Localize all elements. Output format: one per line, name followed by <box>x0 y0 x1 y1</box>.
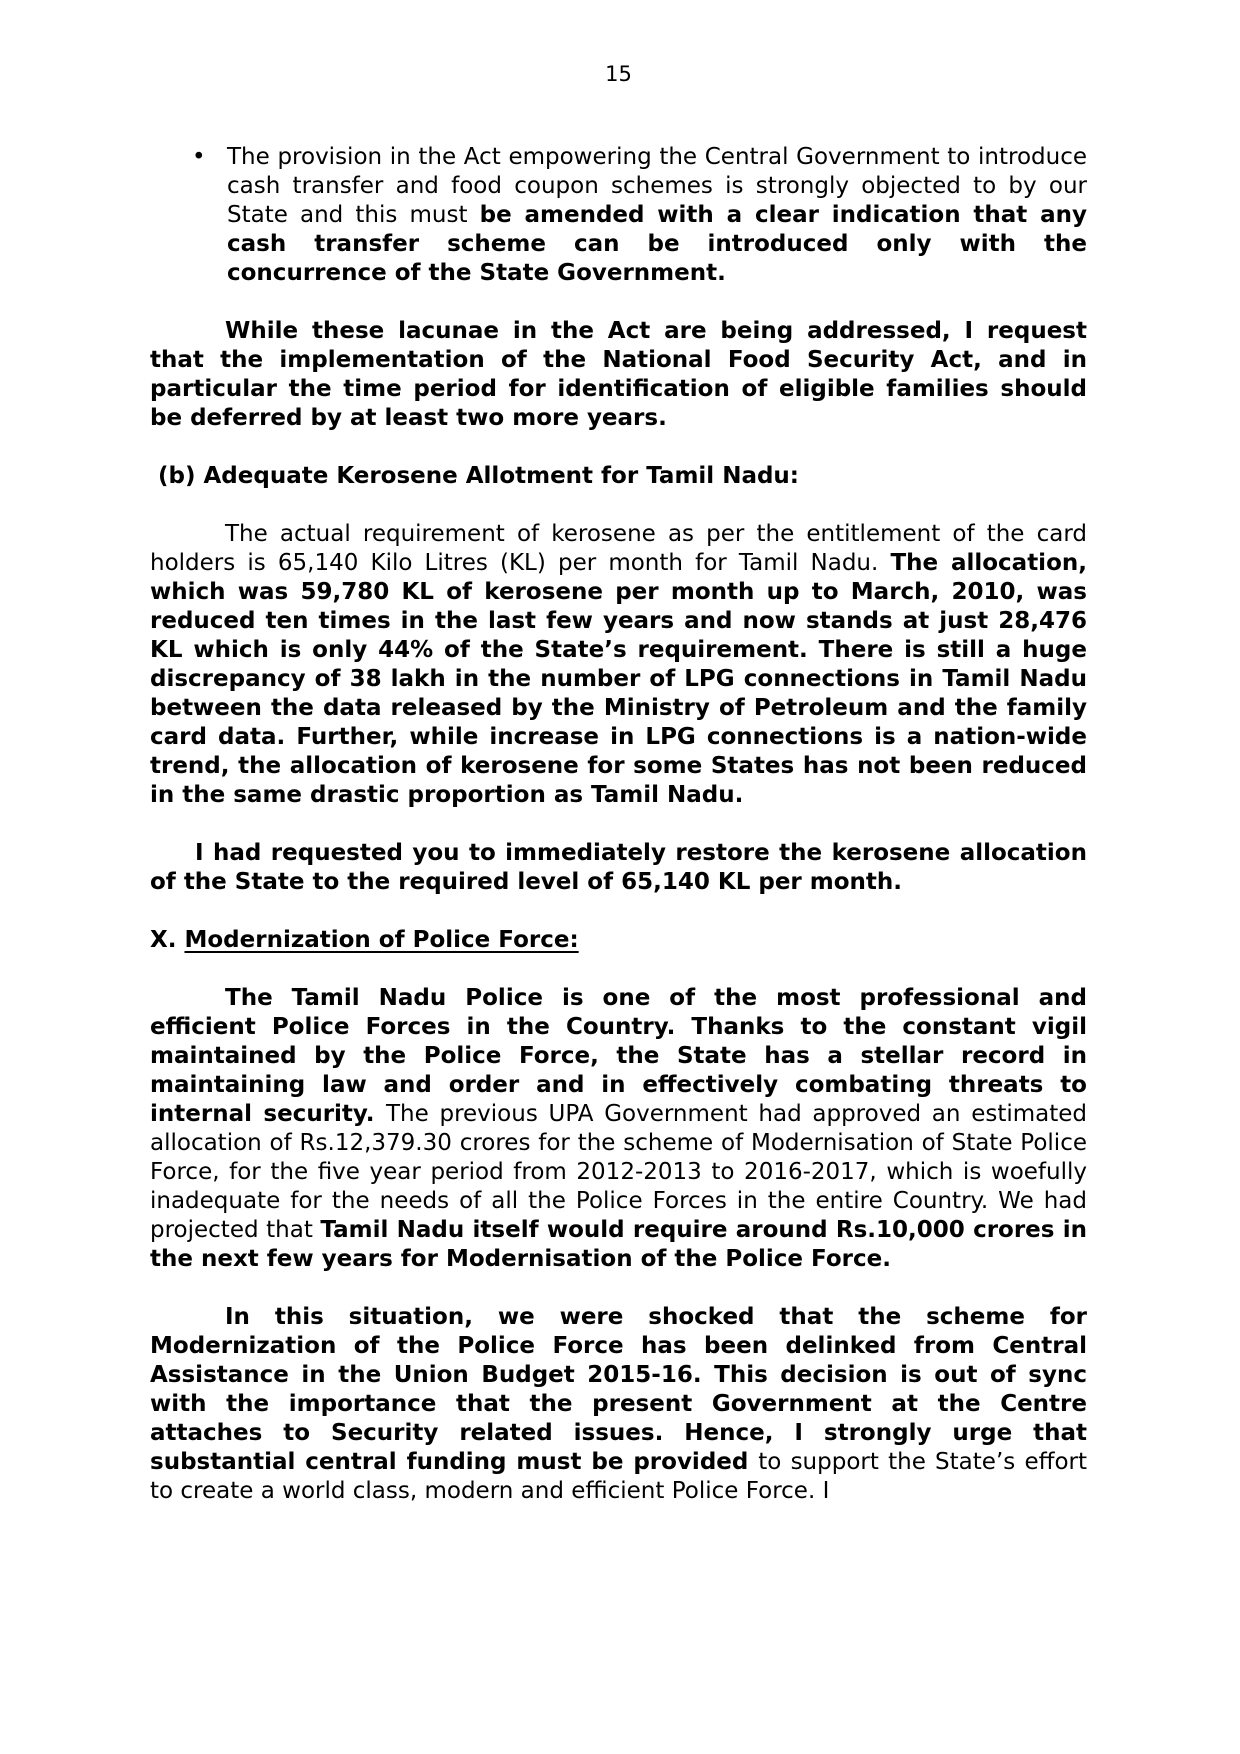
document-content <box>150 143 1087 1506</box>
heading-police-modernization <box>150 926 1087 955</box>
text-segment: The previous UPA Government had approved an estimated allocation of Rs.12,379.30 crores for the scheme of Modernisation of State Police Force, for the five year period from 2012-2013 to 2016-2017, which is woefully inadequate for the needs of all the Police Forces in the entire Country. We had projected that <box>150 1101 1088 1243</box>
para-nfsa-deferment <box>150 317 1087 433</box>
page-number: 15 <box>605 62 632 86</box>
para-kerosene-restore-request <box>150 839 1087 897</box>
text-segment: While these lacunae in the Act are being addressed, I request that the implementation of the National Food Security Act, and in particular the time period for identification of eligible families should be deferred by at least two more years. <box>150 318 1087 431</box>
bullet-item-cash-transfer <box>150 143 1087 288</box>
text-segment: I had requested you to immediately restore the kerosene allocation of the State to the required level of 65,140 KL per month. <box>150 840 1087 895</box>
text-segment: The actual requirement of kerosene as per the entitlement of the card holders is 65,140 Kilo Litres (KL) per month for Tamil Nadu. <box>150 521 1087 576</box>
text-segment: The Tamil Nadu Police is one of the most professional and efficient Police Forces in the Country. Thanks to the constant vigil maintained by the Police Force, the State has a stellar record in maintaining law and order and in effectively combating threats to internal security. <box>150 985 1087 1127</box>
bullet-icon: • <box>192 144 206 170</box>
para-police-delinking <box>150 1303 1087 1506</box>
text-segment: X. <box>150 927 185 953</box>
text-segment: In this situation, we were shocked that the scheme for Modernization of the Police Force has been delinked from Central Assistance in the Union Budget 2015-16. This decision is out of sync with the importance that the present Government at the Centre attaches to Security related issues. Hence, I strongly urge that substantial central funding must be provided <box>150 1304 1087 1475</box>
para-kerosene-requirement <box>150 520 1087 810</box>
text-segment: The provision in the Act empowering the Central Government to introduce cash transfer and food coupon schemes is strongly objected to by our State and this must <box>227 144 1087 228</box>
heading-kerosene-allotment <box>150 462 1087 491</box>
text-segment: (b) Adequate Kerosene Allotment for Tamil Nadu: <box>158 463 800 489</box>
text-segment: Tamil Nadu itself would require around Rs.10,000 crores in the next few years for Modernisation of the Police Force. <box>150 1217 1087 1272</box>
bullet-text <box>227 143 1087 288</box>
text-segment: be amended with a clear indication that any cash transfer scheme can be introduced only with the concurrence of the State Government. <box>227 202 1087 286</box>
para-police-modernization <box>150 984 1087 1274</box>
text-segment: to support the State’s effort to create a world class, modern and efficient Police Force. I <box>150 1449 1087 1504</box>
text-segment: Modernization of Police Force: <box>184 927 579 953</box>
text-segment: The allocation, which was 59,780 KL of kerosene per month up to March, 2010, was reduced ten times in the last few years and now stands at just 28,476 KL which is only 44% of the State’s requirement. There is still a huge discrepancy of 38 lakh in the number of LPG connections in Tamil Nadu between the data released by the Ministry of Petroleum and the family card data. Further, while increase in LPG connections is a nation-wide trend, the allocation of kerosene for some States has not been reduced in the same drastic proportion as Tamil Nadu. <box>150 550 1087 808</box>
